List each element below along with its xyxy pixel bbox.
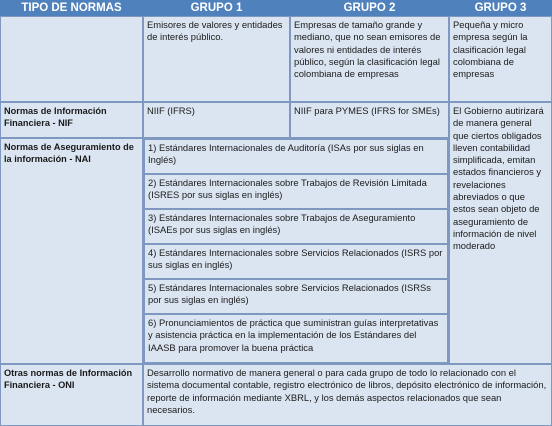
nai-item-3: 3) Estándares Internacionales sobre Trabajos de Aseguramiento (ISAEs por sus siglas en inglés) [144,209,448,244]
header-grupo-2 [290,0,449,16]
header-tipo-de-normas [0,0,143,16]
nif-grupo-2: NIIF para PYMES (IFRS for SMEs) [290,102,449,138]
descripcion-grupo-1: Emisores de valores y entidades de interés público. [143,16,290,102]
header-grupo-2-label: GRUPO 2 [343,2,396,14]
header-grupo-3-label: GRUPO 3 [474,2,527,14]
descripcion-tipo-cell [0,16,143,102]
header-grupo-3 [449,0,552,16]
descripcion-grupo-2: Empresas de tamaño grande y mediano, que no sean emisores de valores ni entidades de interés público, según la clasificación legal colombiana de empresas [290,16,449,102]
nai-item-1: 1) Estándares Internacionales de Auditoría (ISAs por sus siglas en Inglés) [144,139,448,174]
header-grupo-1 [143,0,290,16]
nai-item-5: 5) Estándares Internacionales sobre Servicios Relacionados (ISRSs por sus siglas en inglés) [144,279,448,314]
descripcion-grupo-3: Pequeña y micro empresa según la clasificación legal colombiana de empresas [449,16,552,102]
nai-items-container [143,138,449,364]
header-grupo-1-label: GRUPO 1 [190,2,243,14]
nai-item-4: 4) Estándares Internacionales sobre Servicios Relacionados (ISRS por sus siglas en inglés) [144,244,448,279]
nif-label: Normas de Información Financiera - NIF [0,102,143,138]
nai-label: Normas de Aseguramiento de la información - NAI [0,138,143,364]
nif-grupo-1: NIIF (IFRS) [143,102,290,138]
oni-label: Otras normas de Información Financiera - ONI [0,364,143,426]
oni-text: Desarrollo normativo de manera general o para cada grupo de todo lo relacionado con el sistema documental contable, registro electrónico de libros, depósito electrónico de información, reporte de información mediante XBRL, y los demás aspectos relacionados que sean necesarios. [143,364,552,426]
nai-item-6: 6) Pronunciamientos de práctica que suministran guías interpretativas y asistencia práctica en la implementación de los Estándares del IAASB para promover la buena práctica [144,314,448,363]
header-tipo-label: TIPO DE NORMAS [21,2,122,14]
grupo-3-simplificada: El Gobierno autirizará de manera general que ciertos obligados lleven contabilidad simplificada, emitan estados financieros y revelaciones abreviados o que estos sean objeto de aseguramiento de información de nivel moderado [449,102,552,364]
nai-item-2: 2) Estándares Internacionales sobre Trabajos de Revisión Limitada (ISRES por sus siglas en inglés) [144,174,448,209]
